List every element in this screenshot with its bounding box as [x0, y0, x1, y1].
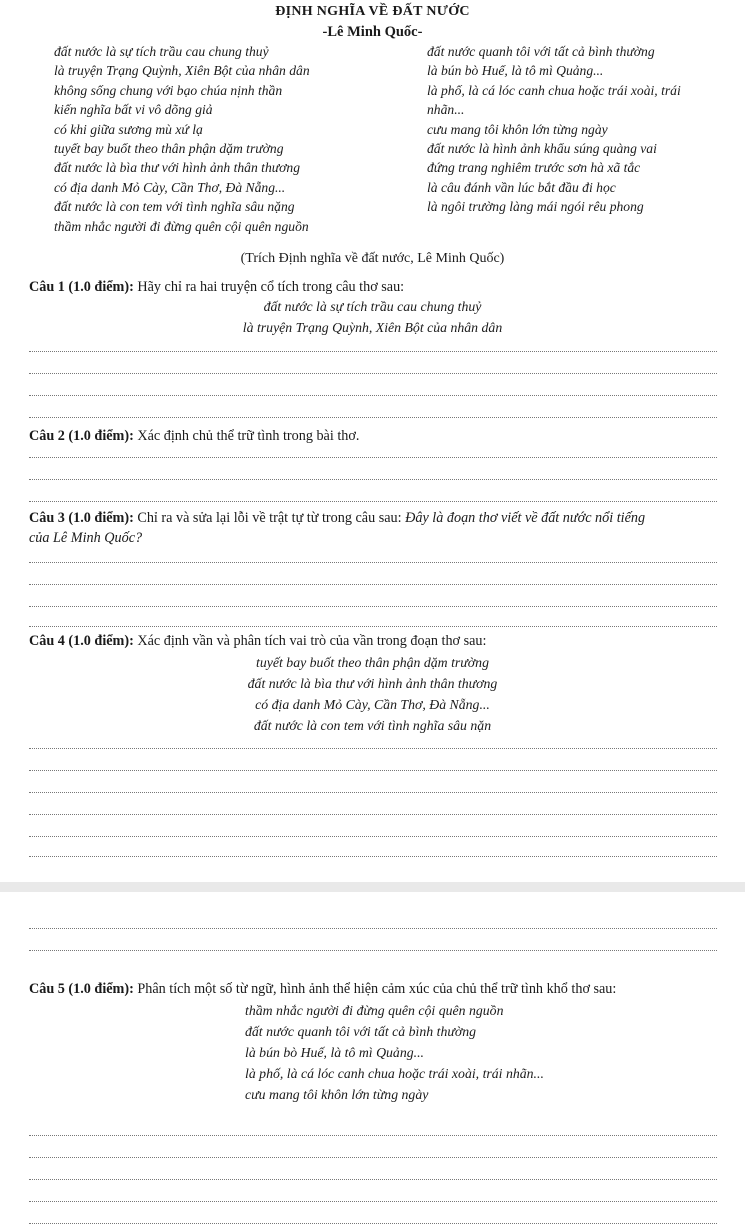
question-2 [29, 426, 359, 446]
answer-line [29, 351, 717, 352]
question-1 [29, 277, 404, 297]
poem-line: đất nước là sự tích trầu cau chung thuỷ [54, 44, 269, 59]
quote-line: cưu mang tôi khôn lớn từng ngày [245, 1087, 429, 1102]
quote-line: đất nước quanh tôi với tất cả bình thường [245, 1024, 477, 1039]
question-sentence: Đây là đoạn thơ viết về đất nước nổi tiếng [405, 510, 646, 526]
poem-line: đất nước là hình ảnh khẩu súng quàng vai [427, 141, 657, 157]
poem-line: nhãn... [427, 102, 465, 118]
answer-line [29, 395, 717, 396]
poem-line: có khi giữa sương mù xứ lạ [54, 121, 203, 137]
quote-line: đất nước là con tem với tình nghĩa sâu nặn [253, 718, 492, 733]
question-label: Câu 5 (1.0 điểm): [29, 981, 134, 997]
question-text: Chỉ ra và sửa lại lỗi về trật tự từ trong câu sau: [133, 510, 406, 526]
answer-line [29, 417, 717, 418]
answer-line [29, 626, 717, 627]
question-label: Câu 1 (1.0 điểm): [29, 279, 134, 295]
quote-line: có địa danh Mỏ Cày, Cần Thơ, Đà Nẵng... [255, 697, 490, 712]
answer-line [29, 856, 717, 857]
question-3 [29, 508, 729, 548]
question-4-quote [0, 652, 745, 736]
question-4 [29, 631, 486, 651]
poem-citation: (Trích Định nghĩa về đất nước, Lê Minh Quốc) [240, 251, 505, 266]
question-label: Câu 4 (1.0 điểm): [29, 633, 134, 649]
answer-line [29, 1157, 717, 1158]
poem-line: đất nước quanh tôi với tất cả bình thường [427, 44, 655, 59]
answer-line [29, 950, 717, 951]
answer-line [29, 457, 717, 458]
author-line: -Lê Minh Quốc- [322, 24, 423, 40]
answer-line [29, 792, 717, 793]
quote-line: tuyết bay buốt theo thân phận dặm trường [256, 655, 489, 670]
poem-line: đất nước là con tem với tình nghĩa sâu nặng [54, 199, 295, 215]
poem-left-column [54, 42, 310, 236]
answer-line [29, 748, 717, 749]
answer-line [29, 770, 717, 771]
quote-line: là truyện Trạng Quỳnh, Xiên Bột của nhân dân [242, 320, 503, 335]
question-5-quote [0, 1000, 745, 1105]
question-5 [29, 979, 616, 999]
poem-line: đất nước là bìa thư với hình ảnh thân thương [54, 160, 301, 176]
question-text: Hãy chỉ ra hai truyện cổ tích trong câu thơ sau: [133, 279, 405, 295]
poem-line: cưu mang tôi khôn lớn từng ngày [427, 121, 608, 137]
poem-line: thầm nhắc người đi đừng quên cội quên nguồn [54, 218, 309, 234]
question-sentence-cont: của Lê Minh Quốc? [29, 530, 143, 546]
answer-line [29, 1135, 717, 1136]
question-label: Câu 3 (1.0 điểm): [29, 510, 134, 526]
answer-line [29, 1179, 717, 1180]
quote-line: thầm nhắc người đi đừng quên cội quên nguồn [245, 1003, 504, 1018]
quote-line: đất nước là sự tích trầu cau chung thuỷ [263, 299, 482, 314]
answer-line [29, 1223, 717, 1224]
quote-line: đất nước là bìa thư với hình ảnh thân thương [247, 676, 498, 691]
poem-line: là bún bò Huế, là tô mì Quảng... [427, 63, 604, 79]
document-title: ĐỊNH NGHĨA VỀ ĐẤT NƯỚC [275, 4, 470, 19]
answer-line [29, 479, 717, 480]
answer-line [29, 562, 717, 563]
quote-line: là bún bò Huế, là tô mì Quảng... [245, 1045, 424, 1060]
question-text: Xác định chủ thể trữ tình trong bài thơ. [133, 428, 360, 444]
poem-line: đứng trang nghiêm trước sơn hà xã tắc [427, 160, 641, 176]
poem-line: tuyết bay buốt theo thân phận dặm trường [54, 141, 284, 157]
answer-line [29, 928, 717, 929]
poem-line: là truyện Trạng Quỳnh, Xiên Bột của nhân dân [54, 63, 310, 79]
poem-right-column [427, 42, 681, 217]
page-2 [0, 892, 745, 1230]
answer-line [29, 373, 717, 374]
question-text: Phân tích một số từ ngữ, hình ảnh thể hiện cảm xúc của chủ thể trữ tình khổ thơ sau: [133, 981, 617, 997]
answer-line [29, 606, 717, 607]
poem-line: là phố, là cá lóc canh chua hoặc trái xoài, trái [427, 82, 681, 98]
answer-line [29, 814, 717, 815]
poem-line: là ngôi trường làng mái ngói rêu phong [427, 199, 644, 215]
answer-line [29, 584, 717, 585]
answer-line [29, 501, 717, 502]
poem-line: là câu đánh vần lúc bắt đầu đi học [427, 179, 616, 195]
question-1-quote [0, 296, 745, 338]
poem-line: kiến nghĩa bất vi vô dõng giả [54, 102, 213, 118]
poem-line: có địa danh Mỏ Cày, Cần Thơ, Đà Nẵng... [54, 179, 286, 195]
quote-line: là phố, là cá lóc canh chua hoặc trái xoài, trái nhãn... [245, 1066, 544, 1081]
answer-line [29, 836, 717, 837]
question-text: Xác định vần và phân tích vai trò của vần trong đoạn thơ sau: [133, 633, 487, 649]
poem-line: không sống chung với bạo chúa nịnh thần [54, 82, 283, 98]
answer-line [29, 1201, 717, 1202]
question-label: Câu 2 (1.0 điểm): [29, 428, 134, 444]
